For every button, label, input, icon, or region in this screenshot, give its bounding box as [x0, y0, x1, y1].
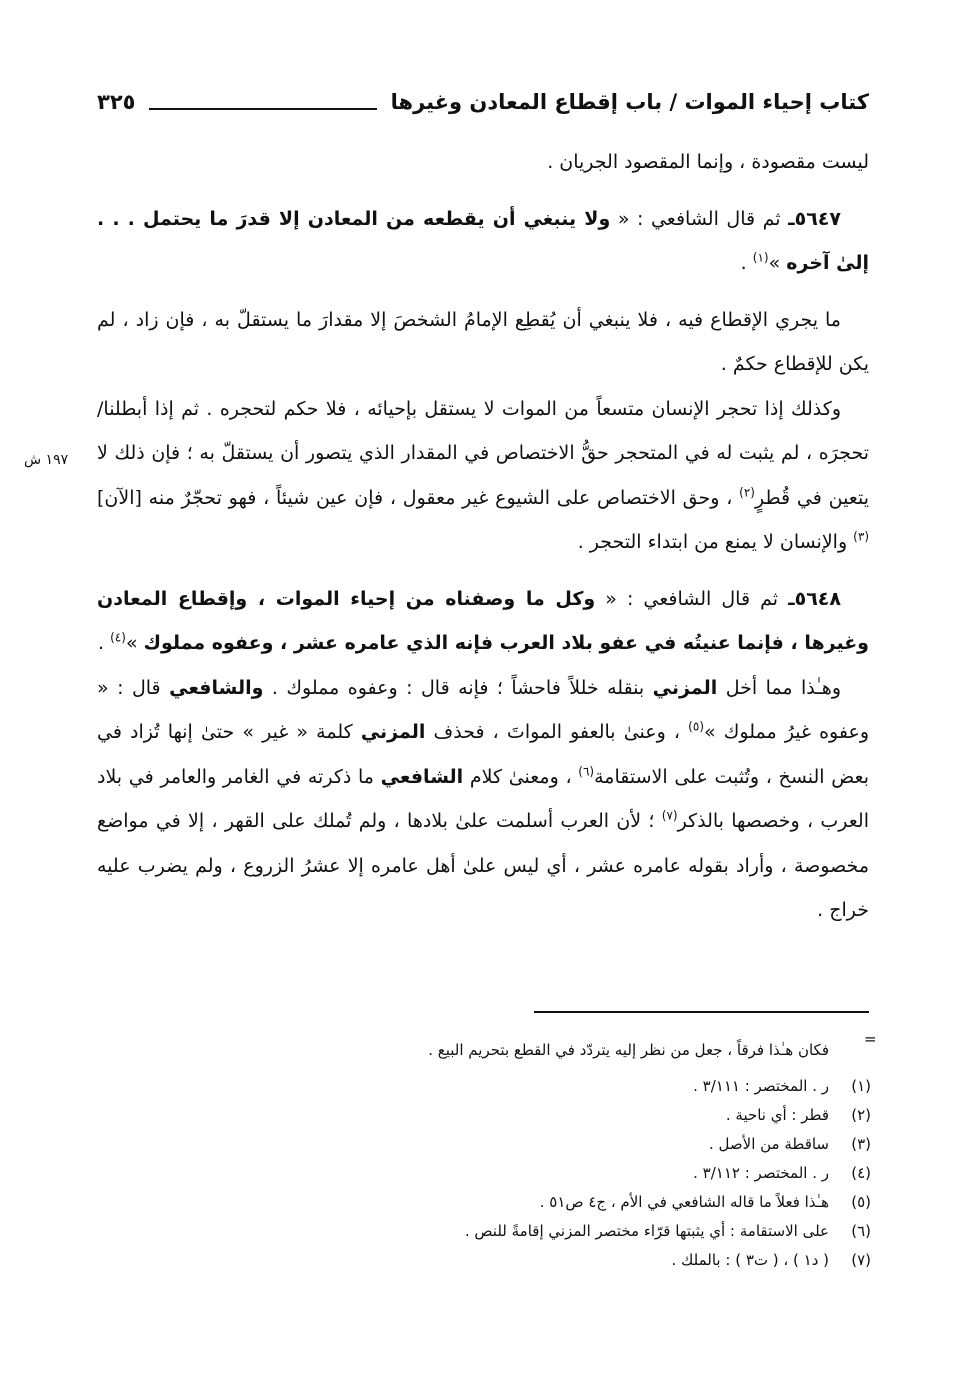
footnote-number: (٧) — [851, 1251, 871, 1269]
margin-note: ١٩٧ ش — [24, 452, 69, 468]
running-header-title: كتاب إحياء الموات / باب إقطاع المعادن وغيرها — [390, 90, 869, 114]
footnote-number: (٣) — [851, 1135, 871, 1153]
quote-text: ولا ينبغي أن يقطعه من المعادن إلا قدرَ ما يحتمل . . . إلىٰ آخره — [97, 207, 869, 274]
main-text — [97, 140, 869, 933]
footnote-ref: (٤) — [110, 630, 126, 645]
footnote-text: هـٰذا فعلاً ما قاله الشافعي في الأم ، ج٤ ص٥١ . — [539, 1193, 829, 1211]
issue-number: ٥٦٤٨ـ — [788, 587, 841, 610]
scholar-name: المزني — [652, 676, 718, 699]
footnote-text: ر . المختصر : ٣/١١١ . — [693, 1077, 829, 1095]
footnote-number: (١) — [851, 1077, 871, 1095]
paragraph-continuation: ليست مقصودة ، وإنما المقصود الجريان . — [547, 151, 869, 173]
footnote-item — [151, 1159, 871, 1188]
footnote-continuation: فكان هـٰذا فرقاً ، جعل من نظر إليه يتردّد في القطع بتحريم البيع . — [428, 1041, 829, 1059]
footnote-ref: (٧) — [661, 808, 678, 823]
scholar-name: والشافعي — [169, 676, 264, 699]
footnote-ref: (٣) — [853, 529, 869, 544]
paragraph-5648: ٥٦٤٨ـ ثم قال الشافعي : « وكل ما وصفناه من إحياء الموات ، وإقطاع المعادن وغيرها ، فإنما عنيتُه في عفو بلاد العرب فإنه الذي عامره عشر ، وعفوه مملوك »$^{(٤)}$ . — [97, 587, 869, 654]
footnote-number: (٢) — [851, 1106, 871, 1124]
issue-number: ٥٦٤٧ـ — [788, 207, 841, 230]
footnote-item — [151, 1130, 871, 1159]
footnote-item — [151, 1188, 871, 1217]
paragraph-muzani: وهـٰذا مما أخل المزني بنقله خللاً فاحشاً ؛ فإنه قال : وعفوه مملوك . والشافعي قال : « وعفوه غيرُ مملوك »$^{(٥)}$ ، وعنىٰ بالعفو المواتَ ، فحذف المزني كلمة « غير » حتىٰ إنها تُزاد في بعض النسخ ، وتُثبت على الاستقامة$^{(٦)}$ ، ومعنىٰ كلام الشافعي ما ذكرته في الغامر والعامر في بلاد العرب ، وخصصها بالذكر$^{(٧)}$ ؛ لأن العرب أسلمت علىٰ بلادها ، ولم تُملك على القهر ، إلا في مواضع مخصوصة ، وأراد بقوله عامره عشر ، أي ليس علىٰ أهل عامره إلا عشرُ الزروع ، ولم يضرب عليه خراج . — [97, 676, 869, 921]
footnote-text: قطر : أي ناحية . — [725, 1106, 829, 1124]
footnote-item — [151, 1217, 871, 1246]
paragraph-tahajjur: وكذلك إذا تحجر الإنسان متسعاً من الموات لا يستقل بإحيائه ، فلا حكم لتحجره . ثم إذا أبطلنا/ تحجرَه ، لم يثبت له في المتحجر حقُّ الاختصاص في المقدار الذي يتصور أن يستقلّ به ؛ فإن ذلك لا يتعين في قُطرٍ$^{(٢)}$ ، وحق الاختصاص على الشيوع غير معقول ، فإن عين شيئاً ، فهو تحجّرٌ منه [الآن]$^{(٣)}$ والإنسان لا يمنع من ابتداء التحجر . — [97, 397, 869, 553]
footnote-ref: (٢) — [739, 485, 755, 500]
scholar-name: الشافعي — [380, 765, 464, 788]
footnote-number: (٤) — [851, 1164, 871, 1182]
footnote-ref: (٥) — [688, 719, 704, 734]
footnote-item — [151, 1246, 871, 1275]
scholar-name: المزني — [360, 721, 426, 743]
footnotes — [151, 1036, 871, 1275]
footnote-ref: (٦) — [578, 764, 595, 779]
footnote-text: على الاستقامة : أي يثبتها قرّاء مختصر المزني إقامةً للنص . — [464, 1222, 829, 1240]
paragraph-5647: ٥٦٤٧ـ ثم قال الشافعي : « ولا ينبغي أن يقطعه من المعادن إلا قدرَ ما يحتمل . . . إلىٰ آخره »$^{(١)}$ . — [97, 207, 869, 274]
footnote-text: ساقطة من الأصل . — [709, 1135, 829, 1153]
footnote-text: ر . المختصر : ٣/١١٢ . — [693, 1164, 829, 1182]
continuation-mark: = — [864, 1030, 877, 1048]
footnote-item — [151, 1072, 871, 1101]
footnote-text: ( د١ ) ، ( ت٣ ) : بالملك . — [671, 1251, 829, 1269]
running-header — [97, 82, 869, 122]
page-number: ٣٢٥ — [97, 90, 136, 114]
quote-text: وكل ما وصفناه من إحياء الموات ، وإقطاع المعادن وغيرها ، فإنما عنيتُه في عفو بلاد العرب فإنه الذي عامره عشر ، وعفوه مملوك — [97, 587, 869, 654]
footnote-item — [151, 1101, 871, 1130]
footnote-ref: (١) — [752, 250, 769, 265]
footnote-number: (٦) — [851, 1222, 871, 1240]
footnote-separator — [534, 1011, 869, 1013]
paragraph-iqta: ما يجري الإقطاع فيه ، فلا ينبغي أن يُقطِع الإمامُ الشخصَ إلا مقدارَ ما يستقلّ به ، فإن زاد ، لم يكن للإقطاع حكمٌ . — [97, 308, 869, 375]
footnote-number: (٥) — [851, 1193, 871, 1211]
header-rule — [149, 108, 376, 110]
